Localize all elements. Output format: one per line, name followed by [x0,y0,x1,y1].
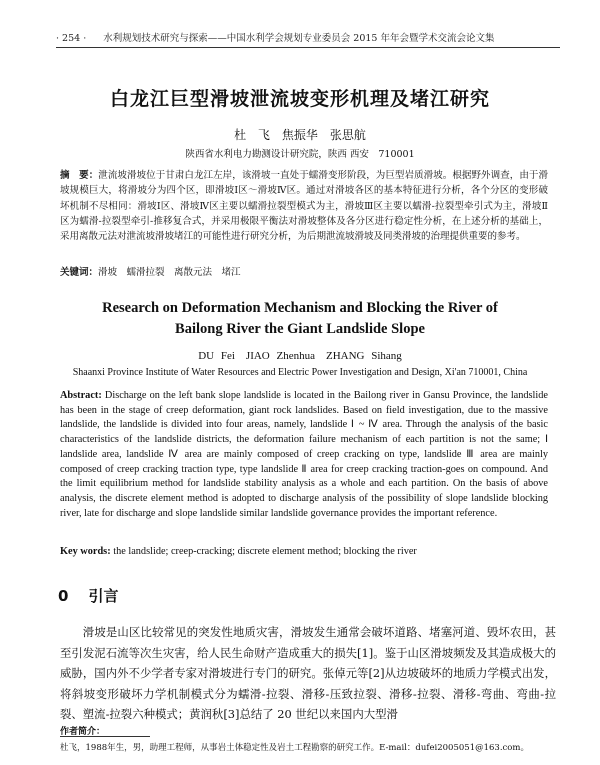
section-title: 引言 [88,587,119,605]
authors-en: DU Fei JIAO Zhenhua ZHANG Sihang [198,350,402,362]
page-number: · 254 · [56,33,87,44]
footnote-label: 作者简介： [60,727,106,737]
body-paragraph: 滑坡是山区比较常见的突发性地质灾害，滑坡发生通常会破坏道路、堵塞河道、毁坏农田，甚至引发泥石流等次生灾害，给人民生命财产造成重大的损失[1]。鉴于山区滑坡频发及其造成极大的威胁，国内外不少学者专家对滑坡进行专门的研究。张倬元等[2]从边坡破坏的地质力学模式出发，将斜坡变形破坏力学机制模式分为蠕滑-拉裂、滑移-压致拉裂、滑移-拉裂、滑移-弯曲、弯曲-拉裂、塑流-拉裂六种模式；黄润秋[3]总结了 20 世纪以来国内大型滑 [60,625,556,721]
paper-title-en-line1: Research on Deformation Mechanism and Blocking the River of [102,300,498,316]
abstract-en-text: Discharge on the left bank slope landslide is located in the Bailong river in Gansu Province, the landslide has been in the stage of creep deformation, giant rock landslides. Based on field investigation, due to the massive landslide, the landslide is divided into four areas, namely, landslide Ⅰ ~ Ⅳ area. Through the analysis of the basic characteristics of the landslide districts, the deformation failure mechanism of each partition is not the same; Ⅰ landslide area, landslide Ⅳ area are mainly composed of creep cracking on type, landslide Ⅲ area are mainly composed of creep cracking traction type, type landslide Ⅱ area for creep cracking traction-goes on compound. And the limit equilibrium method for landslide stability analysis as a whole and each partition. On the basis of above analysis, the discrete element method is adopted to discharge analysis of the possibility of slope landslide blocking river, late for discharge and slope landslide similar landslide governance provides the important reference. [60,390,548,519]
keywords-cn-label: 关键词： [60,267,99,278]
running-head-text: 水利规划技术研究与探索——中国水利学会规划专业委员会 2015 年年会暨学术交流会论文集 [103,33,495,44]
paper-title-en [0,298,600,340]
abstract-en [60,389,548,521]
paper-title-cn: 白龙江巨型滑坡泄流坡变形机理及堵江研究 [109,88,490,110]
abstract-cn-text: 泄流坡滑坡位于甘肃白龙江左岸，该滑坡一直处于蠕滑变形阶段，为巨型岩质滑坡。根据野外调查，由于滑坡规模巨大，将滑坡分为四个区，即滑坡Ⅰ区～滑坡Ⅳ区。通过对滑坡各区的基本特征进行分析，各个分区的变形破坏机制不尽相同：滑坡Ⅰ区、滑坡Ⅳ区主要以蠕滑拉裂型模式为主，滑坡Ⅲ区主要以蠕滑-拉裂型牵引式为主，滑坡Ⅱ区为蠕滑-拉裂型牵引-推移复合式，并采用极限平衡法对滑坡整体及各分区进行稳定性分析，在上述分析的基础上，采用离散元法对泄流坡滑坡堵江的可能性进行研究分析，为后期泄流坡滑坡及同类滑坡的治理提供重要的参考。 [60,170,548,243]
footnote-rule [60,736,150,737]
keywords-cn [60,265,548,280]
header-rule [56,47,560,48]
abstract-cn-label: 摘 要： [60,170,99,181]
affiliation-cn: 陕西省水利电力勘测设计研究院，陕西 西安 710001 [185,149,415,160]
abstract-en-label: Abstract: [60,390,102,401]
footnote-text: 杜飞，1988年生，男，助理工程师，从事岩土体稳定性及岩土工程勘察的研究工作。E-mail：dufei2005051@163.com。 [60,743,529,753]
keywords-cn-text: 滑坡 蠕滑拉裂 离散元法 堵江 [98,267,241,278]
authors-cn: 杜 飞 焦振华 张思航 [234,128,366,142]
section-heading [58,585,118,606]
paper-title-en-line2: Bailong River the Giant Landslide Slope [175,321,425,337]
keywords-en [60,546,548,557]
keywords-en-text: the landslide; creep-cracking; discrete element method; blocking the river [113,546,417,557]
affiliation-en: Shaanxi Province Institute of Water Resources and Electric Power Investigation and Design, Xi'an 710001, China [72,367,528,378]
running-head [56,30,560,44]
keywords-en-label: Key words: [60,546,111,557]
abstract-cn [60,168,548,244]
section-number: 0 [58,587,69,605]
